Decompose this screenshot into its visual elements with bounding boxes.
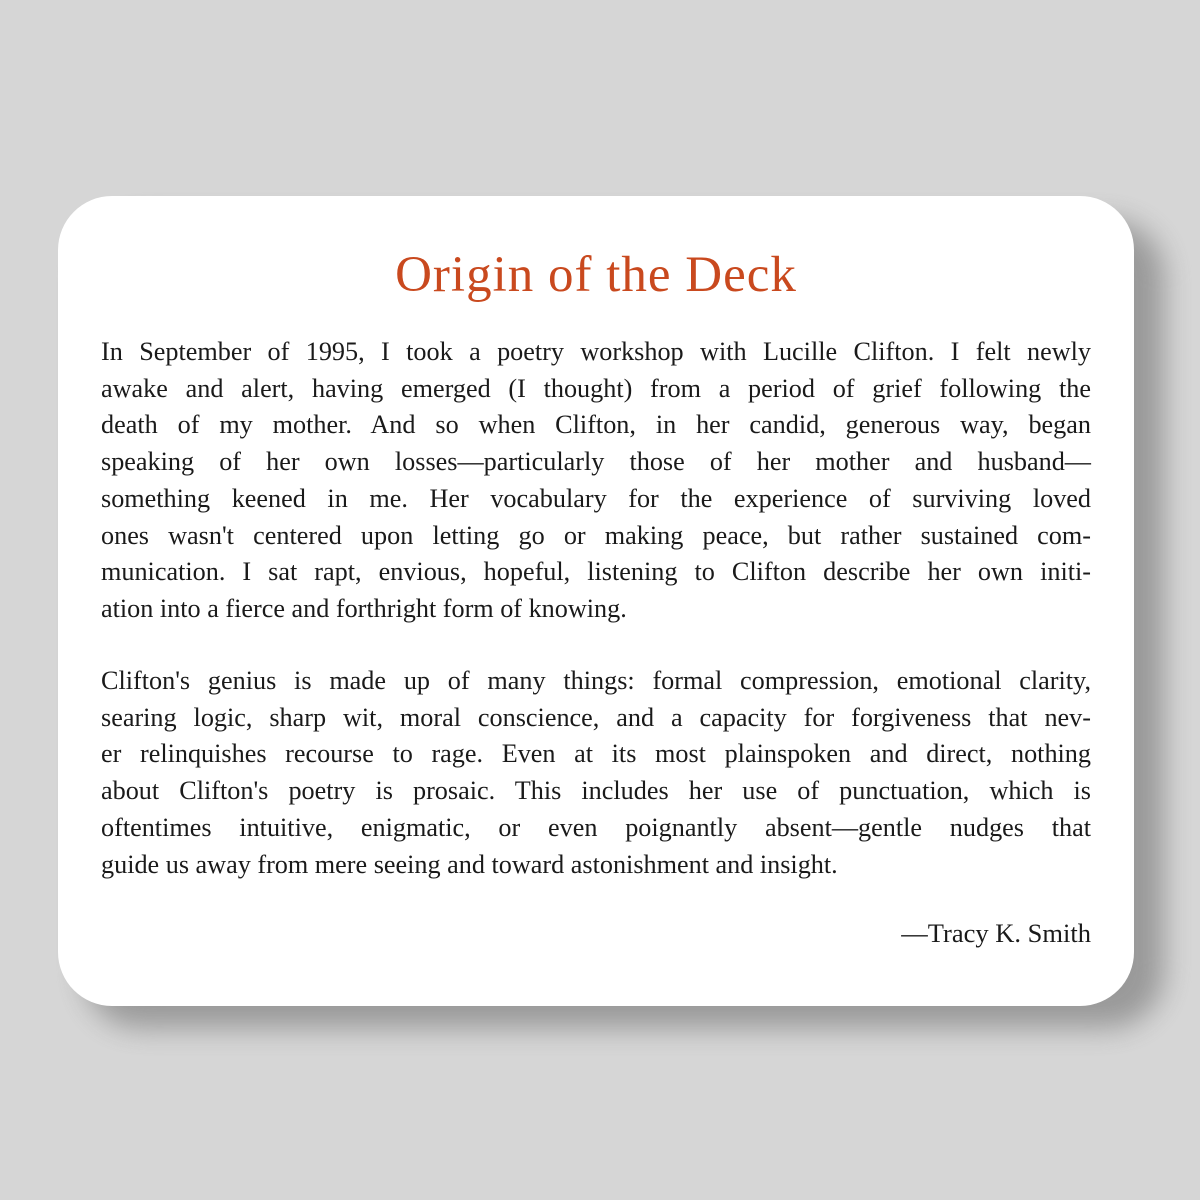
text-line: something keened in me. Her vocabulary for the experience of surviving loved [101, 483, 1091, 513]
card-title: Origin of the Deck [395, 247, 797, 303]
deck-card [58, 196, 1134, 1006]
text-line: awake and alert, having emerged (I thought) from a period of grief following the [101, 373, 1091, 403]
text-line: about Clifton's poetry is prosaic. This includes her use of punctuation, which is [101, 776, 1091, 806]
text-line: Clifton's genius is made up of many things: formal compression, emotional clarity, [101, 666, 1091, 695]
paragraph-genius [101, 663, 1091, 883]
text-line: ation into a fierce and forthright form of knowing. [101, 593, 627, 623]
text-line: death of my mother. And so when Clifton, in her candid, generous way, began [101, 410, 1091, 440]
text-line: oftentimes intuitive, enigmatic, or even poignantly absent—gentle nudges that [101, 812, 1091, 842]
text-line: In September of 1995, I took a poetry workshop with Lucille Clifton. I felt newly [101, 337, 1091, 366]
text-line: guide us away from mere seeing and toward astonishment and insight. [101, 849, 838, 879]
text-line: searing logic, sharp wit, moral conscience, and a capacity for forgiveness that nev- [101, 702, 1091, 732]
text-line: munication. I sat rapt, envious, hopeful, listening to Clifton describe her own initi- [101, 557, 1091, 587]
text-line: ones wasn't centered upon letting go or making peace, but rather sustained com- [101, 520, 1091, 550]
attribution: —Tracy K. Smith [901, 918, 1091, 948]
text-line: speaking of her own losses—particularly those of her mother and husband— [101, 447, 1091, 477]
text-line: er relinquishes recourse to rage. Even at its most plainspoken and direct, nothing [101, 739, 1091, 769]
paragraph-origin [101, 334, 1091, 628]
